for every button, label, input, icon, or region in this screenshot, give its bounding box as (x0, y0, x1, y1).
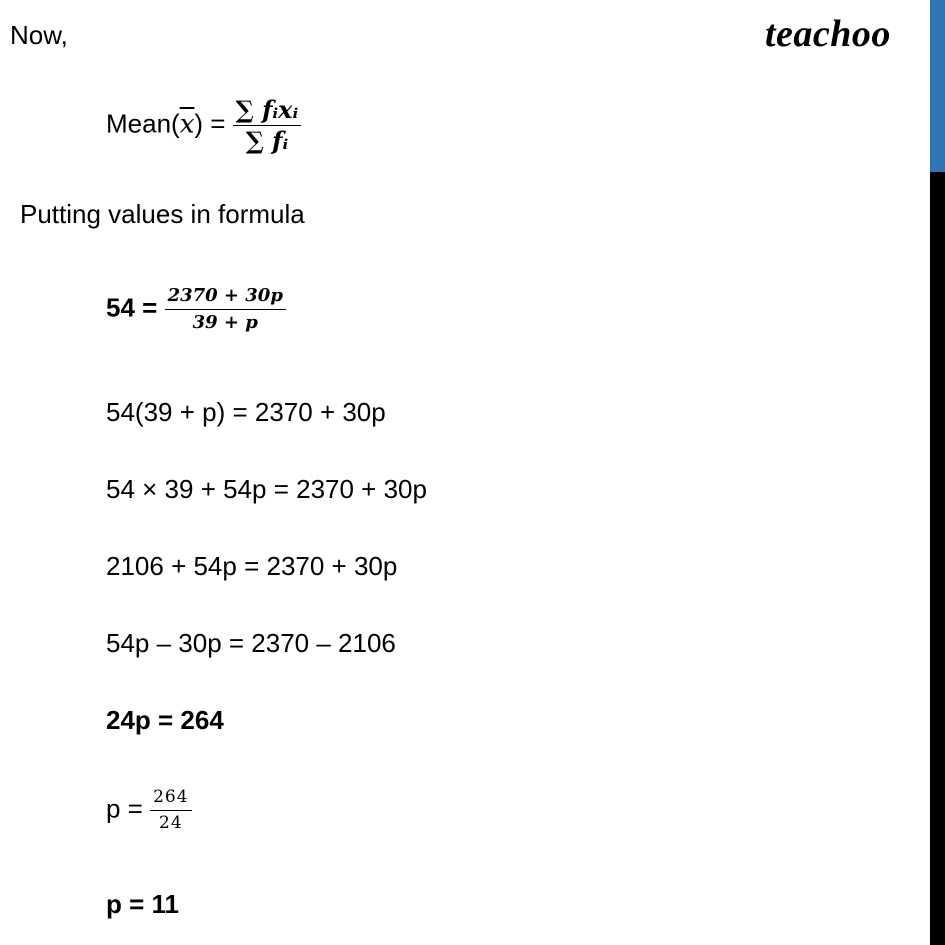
p-fraction-line (106, 789, 192, 832)
mean-label-after: ) = (194, 108, 233, 139)
p-fraction-denominator: 24 (159, 813, 183, 833)
mean-fraction (233, 95, 302, 155)
mean-numerator: ∑ fᵢxᵢ (233, 98, 302, 126)
step-line: 54p – 30p = 2370 – 2106 (106, 628, 396, 658)
p-fraction (150, 789, 191, 832)
teachoo-logo: teachoo (765, 13, 891, 55)
p-fraction-lhs: p = (106, 793, 151, 824)
step-line: 2106 + 54p = 2370 + 30p (106, 551, 398, 581)
substituted-equation (106, 287, 286, 332)
right-sidebar-bar (930, 0, 945, 945)
intro-text: Now, (10, 20, 68, 50)
final-answer: p = 11 (106, 889, 179, 919)
mean-denominator: ∑ fᵢ (245, 126, 289, 155)
equation-numerator: 2370 + 30p (165, 287, 286, 310)
equation-fraction (165, 287, 286, 332)
p-fraction-numerator: 264 (150, 789, 191, 811)
mean-label-before: Mean( (106, 108, 180, 139)
step-line: 54(39 + p) = 2370 + 30p (106, 397, 386, 427)
mean-formula (106, 95, 301, 155)
equation-lhs: 54 = (106, 292, 165, 323)
equation-denominator: 39 + p (192, 312, 258, 333)
putting-values-text: Putting values in formula (20, 199, 305, 229)
mean-symbol: $\overline{x}$ (179, 109, 195, 140)
sidebar-accent-bar (930, 0, 945, 172)
step-line-result: 24p = 264 (106, 705, 224, 735)
step-line: 54 × 39 + 54p = 2370 + 30p (106, 474, 427, 504)
